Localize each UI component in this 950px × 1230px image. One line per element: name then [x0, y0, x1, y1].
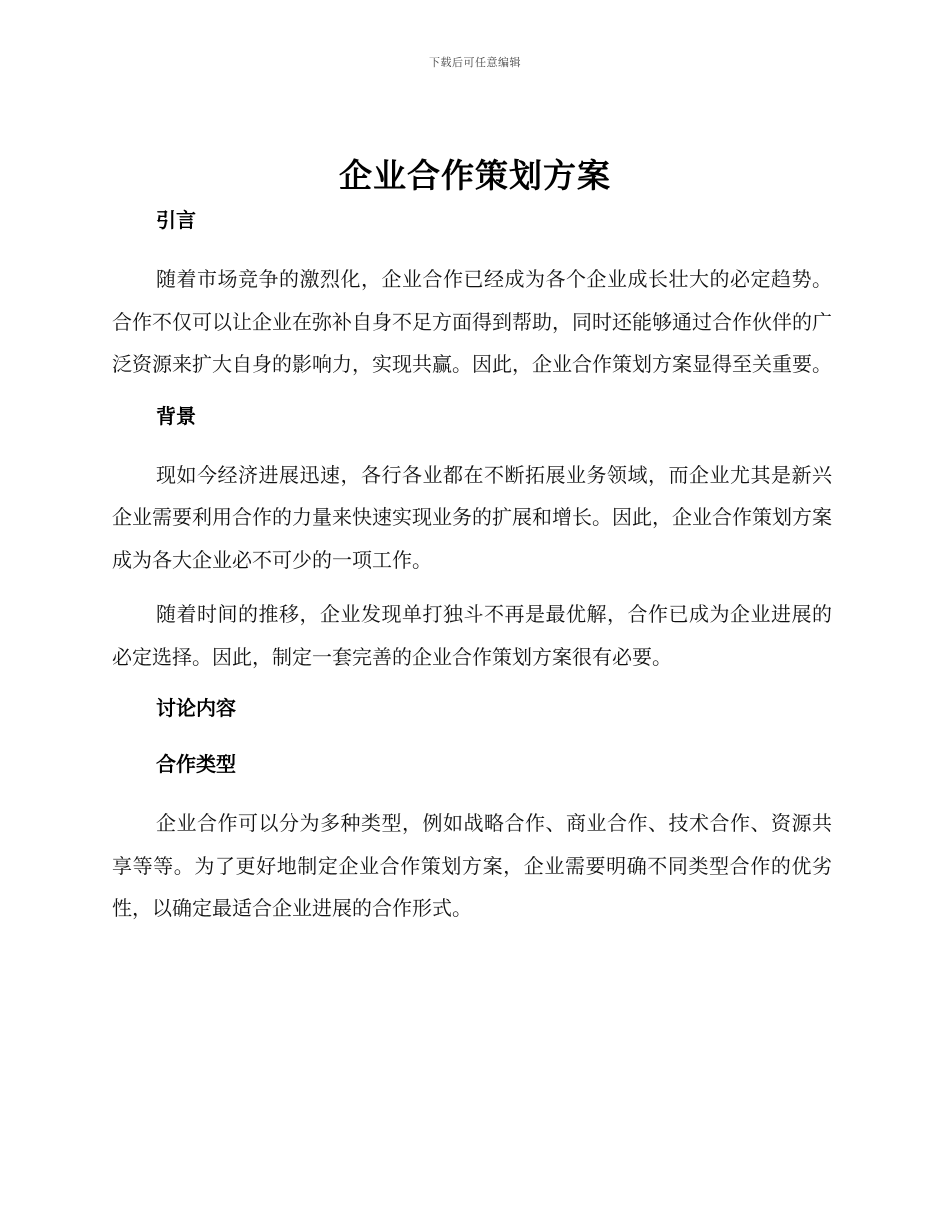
section-heading-discussion: 讨论内容: [156, 696, 236, 720]
paragraph-background-1: 现如今经济进展迅速，各行各业都在不断拓展业务领域，而企业尤其是新兴企业需要利用合作的力量来快速实现业务的扩展和增长。因此，企业合作策划方案成为各大企业必不可少的一项工作。: [112, 462, 832, 572]
subsection-heading-cooperation-types: 合作类型: [156, 752, 236, 776]
paragraph-background-2: 随着时间的推移，企业发现单打独斗不再是最优解，合作已成为企业进展的必定选择。因此，制定一套完善的企业合作策划方案很有必要。: [112, 602, 832, 669]
paragraph-cooperation-types: 企业合作可以分为多种类型，例如战略合作、商业合作、技术合作、资源共享等等。为了更好地制定企业合作策划方案，企业需要明确不同类型合作的优劣性，以确定最适合企业进展的合作形式。: [112, 811, 832, 920]
header-note: 下载后可任意编辑: [429, 56, 521, 69]
section-heading-introduction: 引言: [156, 208, 196, 232]
document-body: [112, 202, 832, 942]
section-heading-background: 背景: [156, 403, 196, 428]
document-title: 企业合作策划方案: [339, 156, 611, 195]
paragraph-introduction: 随着市场竞争的激烈化，企业合作已经成为各个企业成长壮大的必定趋势。合作不仅可以让企业在弥补自身不足方面得到帮助，同时还能够通过合作伙伴的广泛资源来扩大自身的影响力，实现共赢。因此，企业合作策划方案显得至关重要。: [112, 267, 832, 376]
